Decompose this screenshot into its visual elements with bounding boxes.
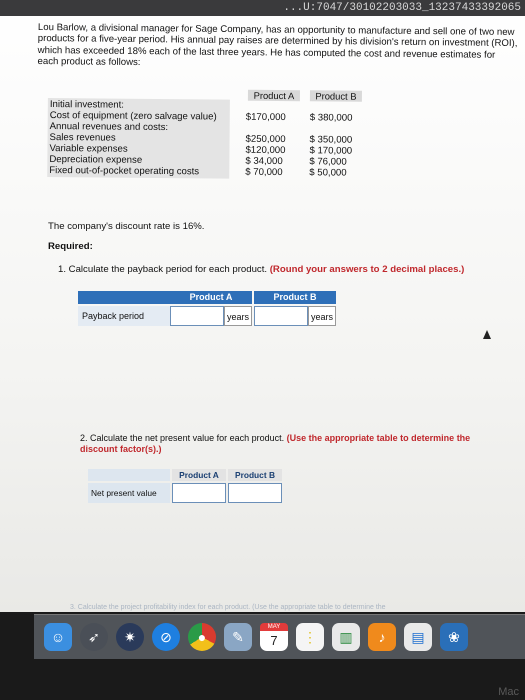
device-brand-label: Mac [498,686,519,698]
label-cost-of-equipment: Cost of equipment (zero salvage value) [49,110,217,123]
header-product-a: Product A [170,291,252,304]
header-product-a: Product A [248,90,300,101]
payback-answer-table [78,291,336,329]
payback-b-input[interactable] [254,306,308,326]
sales-b: $ 350,000 [309,134,353,146]
depreciation-a: $ 34,000 [245,155,283,168]
row-labels [47,98,230,179]
calendar-icon[interactable] [260,623,288,651]
payback-a-input[interactable] [170,306,224,326]
values-product-b [309,112,352,178]
notes-icon[interactable]: ⋮ [296,623,324,651]
depreciation-b: $ 76,000 [309,156,347,168]
label-depreciation-expense: Depreciation expense [49,154,143,166]
header-product-b: Product B [310,90,362,101]
preview-icon[interactable]: ✎ [224,623,252,651]
payback-a-unit: years [224,306,252,326]
question-2-note: (Use the appropriate table to determine the discount factor(s).) [80,433,471,454]
question-2 [80,433,500,454]
launchpad-icon[interactable]: ➶ [80,623,108,651]
npv-b-input[interactable] [228,483,282,503]
dock [34,614,525,659]
question-3-partial: 3. Calculate the project profitability index for each product. (Use the appropriate table to determine the [70,604,386,611]
finder-icon[interactable]: ☺ [44,623,72,651]
music-icon[interactable]: ♪ [368,623,396,651]
fixed-b: $ 50,000 [309,167,347,179]
cost-estimates-table [48,88,368,179]
table-corner [78,291,170,304]
label-fixed-costs: Fixed out-of-pocket operating costs [49,165,200,178]
equipment-a: $170,000 [245,111,286,124]
variable-b: $ 170,000 [309,145,353,157]
payback-period-label: Payback period [78,306,170,326]
label-initial-investment: Initial investment: [49,99,125,111]
problem-intro: Lou Barlow, a divisional manager for Sage Company, has an opportunity to manufacture and sell one of two new products for a five-year period. His annual pay raises are determined by his division's return on investment (ROI), which has exceeded 18% each of the last three years. He has computed the cost and revenue estimates for each product as follows: [37,22,518,69]
question-1 [58,264,464,275]
photo-viewer-icon[interactable]: ✷ [116,623,144,651]
required-heading: Required: [48,241,93,252]
question-1-text: 1. Calculate the payback period for each product. [58,264,268,275]
calendar-month: MAY [260,623,288,631]
payback-b-unit: years [308,306,336,326]
equipment-b: $ 380,000 [309,112,353,124]
header-product-a: Product A [172,469,226,481]
fixed-a: $ 70,000 [245,166,283,179]
values-product-a [245,112,286,178]
url-bar[interactable]: ...U:7047/30102203033_13237433392065 [0,0,525,16]
photos-icon[interactable]: ❀ [440,623,468,651]
npv-a-input[interactable] [172,483,226,503]
header-product-b: Product B [228,469,282,481]
npv-label: Net present value [88,483,170,503]
safari-icon[interactable]: ⊘ [152,623,180,651]
documents-icon[interactable]: ▥ [332,623,360,651]
label-sales-revenues: Sales revenues [49,132,116,144]
header-product-b: Product B [254,291,336,304]
calendar-day: 7 [270,633,278,648]
question-1-note: (Round your answers to 2 decimal places.) [269,264,465,275]
label-annual-revenues: Annual revenues and costs: [49,121,169,134]
label-variable-expenses: Variable expenses [49,143,128,155]
question-2-text: 2. Calculate the net present value for each product. [80,433,285,443]
npv-answer-table [88,469,288,509]
trash-icon[interactable]: ▤ [404,623,432,651]
variable-a: $120,000 [245,144,286,157]
sales-a: $250,000 [245,133,286,146]
chrome-icon[interactable]: ● [188,623,216,651]
discount-rate-text: The company's discount rate is 16%. [48,221,205,232]
mouse-pointer-icon [483,330,491,339]
table-corner [88,469,170,481]
